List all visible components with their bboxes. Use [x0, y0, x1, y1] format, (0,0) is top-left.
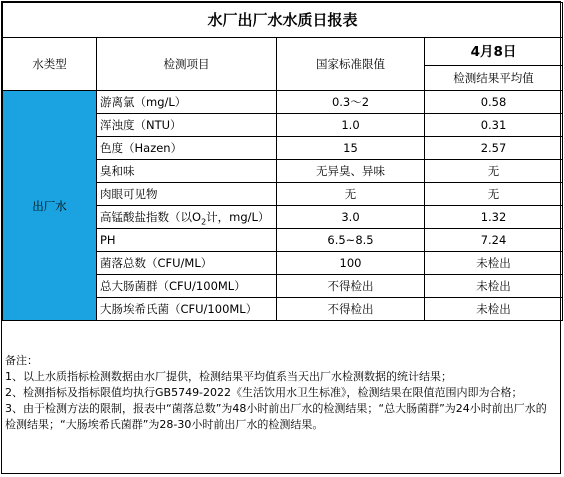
- row-item: PH: [97, 229, 277, 252]
- report-frame: [1, 1, 561, 474]
- note-line: 2、检测指标及指标限值均执行GB5749-2022《生活饮用水卫生标准》，检测结果在限值范围内即为合格；: [5, 386, 523, 399]
- row-result: 无: [425, 183, 563, 206]
- table-row: [3, 91, 563, 114]
- row-standard: 6.5~8.5: [277, 229, 425, 252]
- header-date: 4月8日: [425, 38, 563, 66]
- row-standard: 不得检出: [277, 275, 425, 298]
- row-result: 未检出: [425, 252, 563, 275]
- row-item-prefix: 高锰酸盐指数（以O: [100, 210, 202, 224]
- water-quality-table: [2, 2, 563, 321]
- row-standard: 3.0: [277, 206, 425, 229]
- row-result: 1.32: [425, 206, 563, 229]
- row-result: 未检出: [425, 275, 563, 298]
- row-standard: 无: [277, 183, 425, 206]
- row-standard: 1.0: [277, 114, 425, 137]
- water-type-cell: 出厂水: [3, 91, 97, 321]
- row-result: 0.31: [425, 114, 563, 137]
- row-standard: 无异臭、异味: [277, 160, 425, 183]
- row-standard: 15: [277, 137, 425, 160]
- row-result: 2.57: [425, 137, 563, 160]
- note-line: 1、以上水质指标检测数据由水厂提供，检测结果平均值系当天出厂水检测数据的统计结果；: [5, 370, 452, 383]
- row-item-subscript: 2: [201, 217, 207, 227]
- note-line: 3、由于检测方法的限制，报表中“菌落总数”为48小时前出厂水的检测结果；“总大肠菌群”为24小时前出厂水的检测结果；“大肠埃希氏菌群”为28-30小时前出厂水的检测结果。: [5, 402, 547, 431]
- row-item: [97, 206, 277, 229]
- row-item: 菌落总数（CFU/ML）: [97, 252, 277, 275]
- row-result: 0.58: [425, 91, 563, 114]
- header-water-type: 水类型: [3, 38, 97, 91]
- row-item: 大肠埃希氏菌（CFU/100ML）: [97, 298, 277, 321]
- row-result: 未检出: [425, 298, 563, 321]
- header-item: 检测项目: [97, 38, 277, 91]
- row-result: 7.24: [425, 229, 563, 252]
- row-item: 肉眼可见物: [97, 183, 277, 206]
- row-item-suffix: 计，mg/L）: [206, 210, 270, 224]
- row-result: 无: [425, 160, 563, 183]
- row-standard: 0.3～2: [277, 91, 425, 114]
- header-standard: 国家标准限值: [277, 38, 425, 91]
- row-item: 浑浊度（NTU）: [97, 114, 277, 137]
- row-item: 游离氯（mg/L）: [97, 91, 277, 114]
- row-standard: 100: [277, 252, 425, 275]
- notes-heading: 备注：: [5, 354, 38, 367]
- row-item: 总大肠菌群（CFU/100ML）: [97, 275, 277, 298]
- report-title: 水厂出厂水水质日报表: [3, 3, 563, 38]
- row-item: 色度（Hazen）: [97, 137, 277, 160]
- notes-section: [5, 353, 557, 433]
- row-standard: 不得检出: [277, 298, 425, 321]
- header-result: 检测结果平均值: [425, 66, 563, 91]
- row-item: 臭和味: [97, 160, 277, 183]
